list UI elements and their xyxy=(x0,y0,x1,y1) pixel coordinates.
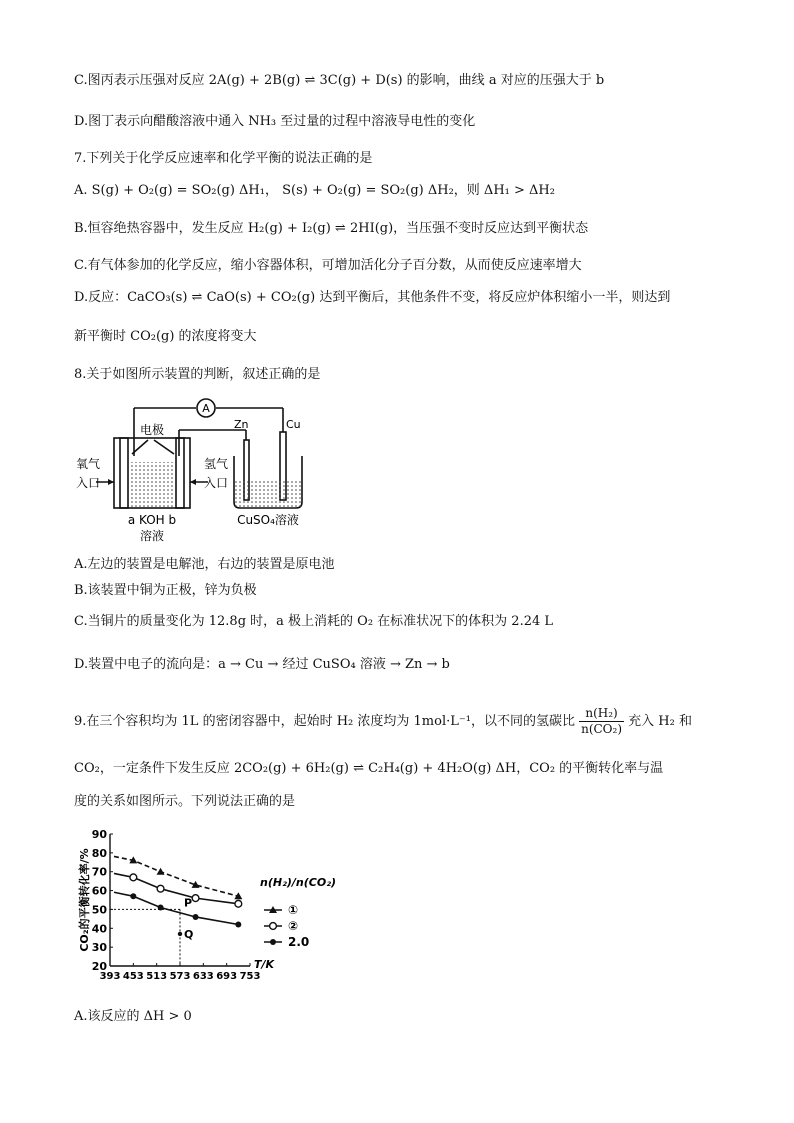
question-8-option-c: C.当铜片的质量变化为 12.8g 时，a 极上消耗的 O₂ 在标准状况下的体积为 2.24 L xyxy=(74,614,554,629)
fraction-denominator: n(CO₂) xyxy=(581,722,623,736)
y-tick-label: 20 xyxy=(91,960,107,973)
point-p-label: P xyxy=(184,896,193,910)
cuso4-label: CuSO₄溶液 xyxy=(237,513,299,527)
legend-title: n(H₂)/n(CO₂) xyxy=(260,876,337,889)
x-tick-label: 453 xyxy=(122,971,144,982)
question-7-stem: 7.下列关于化学反应速率和化学平衡的说法正确的是 xyxy=(74,151,373,166)
electrochemical-apparatus-diagram xyxy=(74,396,334,546)
y-axis-label: CO₂的平衡转化率/% xyxy=(78,848,91,952)
question-7-option-b: B.恒容绝热容器中，发生反应 H₂(g) + I₂(g) ⇌ 2HI(g)，当压强不变时反应达到平衡状态 xyxy=(74,221,589,236)
x-axis-label: T/K xyxy=(254,958,275,971)
fraction-numerator: n(H₂) xyxy=(579,706,624,722)
question-7-option-c: C.有气体参加的化学反应，缩小容器体积，可增加活化分子百分数，从而使反应速率增大 xyxy=(74,258,582,273)
x-tick-label: 693 xyxy=(216,971,238,982)
series-2-point xyxy=(192,895,199,902)
question-8-option-b: B.该装置中铜为正极，锌为负极 xyxy=(74,583,257,598)
question-9-stem-line2: CO₂，一定条件下发生反应 2CO₂(g) + 6H₂(g) ⇌ C₂H₄(g) + 4H₂O(g) ΔH，CO₂ 的平衡转化率与温 xyxy=(74,761,664,776)
x-tick-label: 393 xyxy=(99,971,121,982)
y-tick-label: 60 xyxy=(91,884,107,898)
series-1-point xyxy=(157,868,165,875)
question-9-stem-text: 9.在三个容积均为 1L 的密闭容器中，起始时 H₂ 浓度均为 1mol·L⁻¹，以不同的氢碳比 xyxy=(74,714,575,729)
series-3-point xyxy=(235,922,241,928)
question-9-stem-tail: 充入 H₂ 和 xyxy=(628,714,692,729)
series-2-point xyxy=(157,885,164,892)
question-8-option-a: A.左边的装置是电解池，右边的装置是原电池 xyxy=(74,557,335,572)
zn-label: Zn xyxy=(234,418,249,431)
hydrogen-carbon-ratio-fraction xyxy=(579,706,624,737)
point-q-label: Q xyxy=(184,927,194,941)
koh-label: a KOH b xyxy=(127,513,177,527)
question-7-option-d-line1: D.反应：CaCO₃(s) ⇌ CaO(s) + CO₂(g) 达到平衡后，其他条件不变，将反应炉体积缩小一半，则达到 xyxy=(74,290,671,305)
y-tick-label: 30 xyxy=(91,941,107,955)
y-tick-label: 70 xyxy=(91,865,107,879)
question-8-stem: 8.关于如图所示装置的判断，叙述正确的是 xyxy=(74,367,321,382)
legend-marker-3 xyxy=(270,939,276,945)
co2-conversion-chart xyxy=(74,826,354,994)
koh-label-2: 溶液 xyxy=(139,529,165,543)
legend-entry-3: 2.0 xyxy=(288,935,310,949)
y-tick-label: 40 xyxy=(91,922,107,936)
y-tick-label: 90 xyxy=(91,828,107,841)
series-3-point xyxy=(193,914,199,920)
q-point xyxy=(178,932,182,936)
question-6-option-c: C.图丙表示压强对反应 2A(g) + 2B(g) ⇌ 3C(g) + D(s) 的影响，曲线 a 对应的压强大于 b xyxy=(74,73,605,88)
series-3-point xyxy=(130,893,136,899)
series-2-point xyxy=(130,874,137,881)
question-9-option-a: A.该反应的 ΔH > 0 xyxy=(74,1009,192,1024)
question-7-option-a: A. S(g) + O₂(g) = SO₂(g) ΔH₁， S(s) + O₂(g) = SO₂(g) ΔH₂，则 ΔH₁ > ΔH₂ xyxy=(74,183,555,198)
legend-entry-2: ② xyxy=(288,919,299,933)
legend-marker-2 xyxy=(270,923,277,930)
hydrogen-inlet-label-1: 氢气 xyxy=(204,457,229,471)
question-6-option-d: D.图丁表示向醋酸溶液中通入 NH₃ 至过量的过程中溶液导电性的变化 xyxy=(74,114,476,129)
question-8-option-d: D.装置中电子的流向是：a → Cu → 经过 CuSO₄ 溶液 → Zn → b xyxy=(74,657,450,672)
electrode-label: 电极 xyxy=(139,423,165,437)
hydrogen-inlet-label-2: 入口 xyxy=(204,476,229,490)
x-tick-label: 753 xyxy=(239,971,261,982)
question-9-stem-line1 xyxy=(74,706,692,737)
cu-label: Cu xyxy=(286,418,301,431)
x-tick-label: 633 xyxy=(192,971,214,982)
oxygen-inlet-label-1: 氧气 xyxy=(76,457,101,471)
oxygen-inlet-label-2: 入口 xyxy=(76,476,101,490)
x-tick-label: 513 xyxy=(146,971,168,982)
series-2-point xyxy=(235,900,242,907)
ammeter-label: A xyxy=(202,402,210,415)
y-tick-label: 80 xyxy=(91,846,107,860)
x-tick-label: 573 xyxy=(169,971,191,982)
legend-entry-1: ① xyxy=(288,903,299,917)
question-9-stem-line3: 度的关系如图所示。下列说法正确的是 xyxy=(74,794,296,809)
question-7-option-d-line2: 新平衡时 CO₂(g) 的浓度将变大 xyxy=(74,329,257,344)
y-tick-label: 50 xyxy=(91,903,107,917)
